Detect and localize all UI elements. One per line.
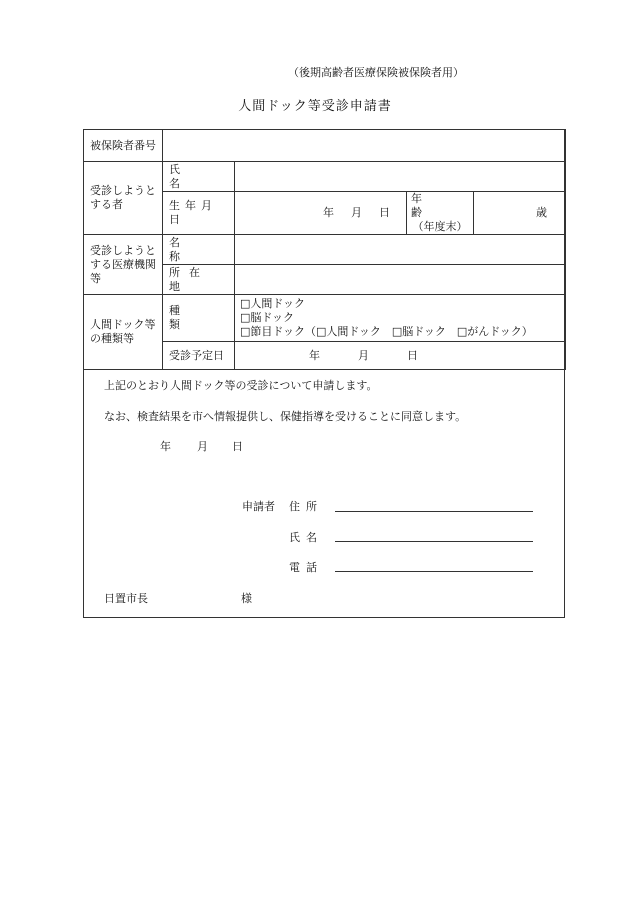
scheduled-year-unit: 年 (309, 348, 320, 362)
honorific: 様 (241, 592, 252, 605)
examinee-name-label-text: 氏名 (169, 162, 208, 190)
institution-address-label: 所在地 (163, 265, 235, 295)
dock-type-options (235, 295, 566, 342)
applicant-phone-line[interactable] (335, 571, 533, 572)
insured-number-label: 被保険者番号 (84, 130, 163, 162)
birth-month-unit: 月 (351, 206, 362, 219)
scheduled-day-unit: 日 (407, 348, 418, 362)
applicant-name-line[interactable] (335, 541, 533, 542)
examinee-name-label (163, 162, 235, 192)
scheduled-month-unit: 月 (358, 348, 369, 362)
institution-address-field[interactable] (235, 265, 566, 295)
institution-name-field[interactable] (235, 235, 566, 265)
scheduled-date-field[interactable] (235, 342, 566, 370)
applicant-label: 申請者 (242, 500, 275, 513)
age-label-cell (407, 192, 474, 235)
applicant-phone-label: 電話 (289, 561, 323, 574)
examinee-section-label: 受診しようとする者 (84, 162, 163, 235)
applicant-name-label: 氏名 (289, 531, 323, 544)
birth-date-label: 生年月日 (163, 192, 235, 235)
consent-statement: なお、検査結果を市へ情報提供し、保健指導を受けることに同意します。 (104, 410, 467, 423)
dock-type-label: 種類 (163, 295, 235, 342)
dock-type-row (84, 295, 566, 342)
applicant-address-label: 住所 (289, 500, 323, 513)
birth-date-field[interactable] (235, 192, 407, 235)
form-usage-note: （後期高齢者医療保険被保険者用） (288, 66, 464, 79)
examinee-name-field[interactable] (235, 162, 566, 192)
option-brain-dock[interactable]: □脳ドック (240, 311, 294, 324)
birth-year-unit: 年 (323, 206, 334, 219)
option-milestone-dock[interactable]: □節目ドック（□人間ドック □脳ドック □がんドック） (240, 325, 533, 338)
age-subnote: （年度末） (412, 220, 468, 233)
application-statement: 上記のとおり人間ドック等の受診について申請します。 (104, 379, 378, 392)
application-table (83, 129, 566, 370)
examinee-name-row (84, 162, 566, 192)
insured-number-row (84, 130, 566, 162)
institution-section-label: 受診しようとする医療機関等 (84, 235, 163, 295)
scheduled-date-label: 受診予定日 (163, 342, 235, 370)
application-date-month: 月 (197, 440, 208, 453)
age-unit: 歳 (536, 206, 547, 219)
option-human-dock[interactable]: □人間ドック (240, 297, 305, 310)
form-title: 人間ドック等受診申請書 (238, 99, 392, 114)
application-date-day: 日 (232, 440, 243, 453)
age-label: 年齢 (411, 192, 458, 219)
applicant-address-line[interactable] (335, 511, 533, 512)
insured-number-field[interactable] (163, 130, 566, 162)
birth-day-unit: 日 (379, 206, 390, 219)
application-date-year: 年 (160, 440, 171, 453)
institution-name-row (84, 235, 566, 265)
institution-name-label: 名称 (163, 235, 235, 265)
age-field[interactable] (474, 192, 566, 235)
dock-section-label: 人間ドック等の種類等 (84, 295, 163, 370)
mayor-addressee: 日置市長 (104, 592, 148, 605)
